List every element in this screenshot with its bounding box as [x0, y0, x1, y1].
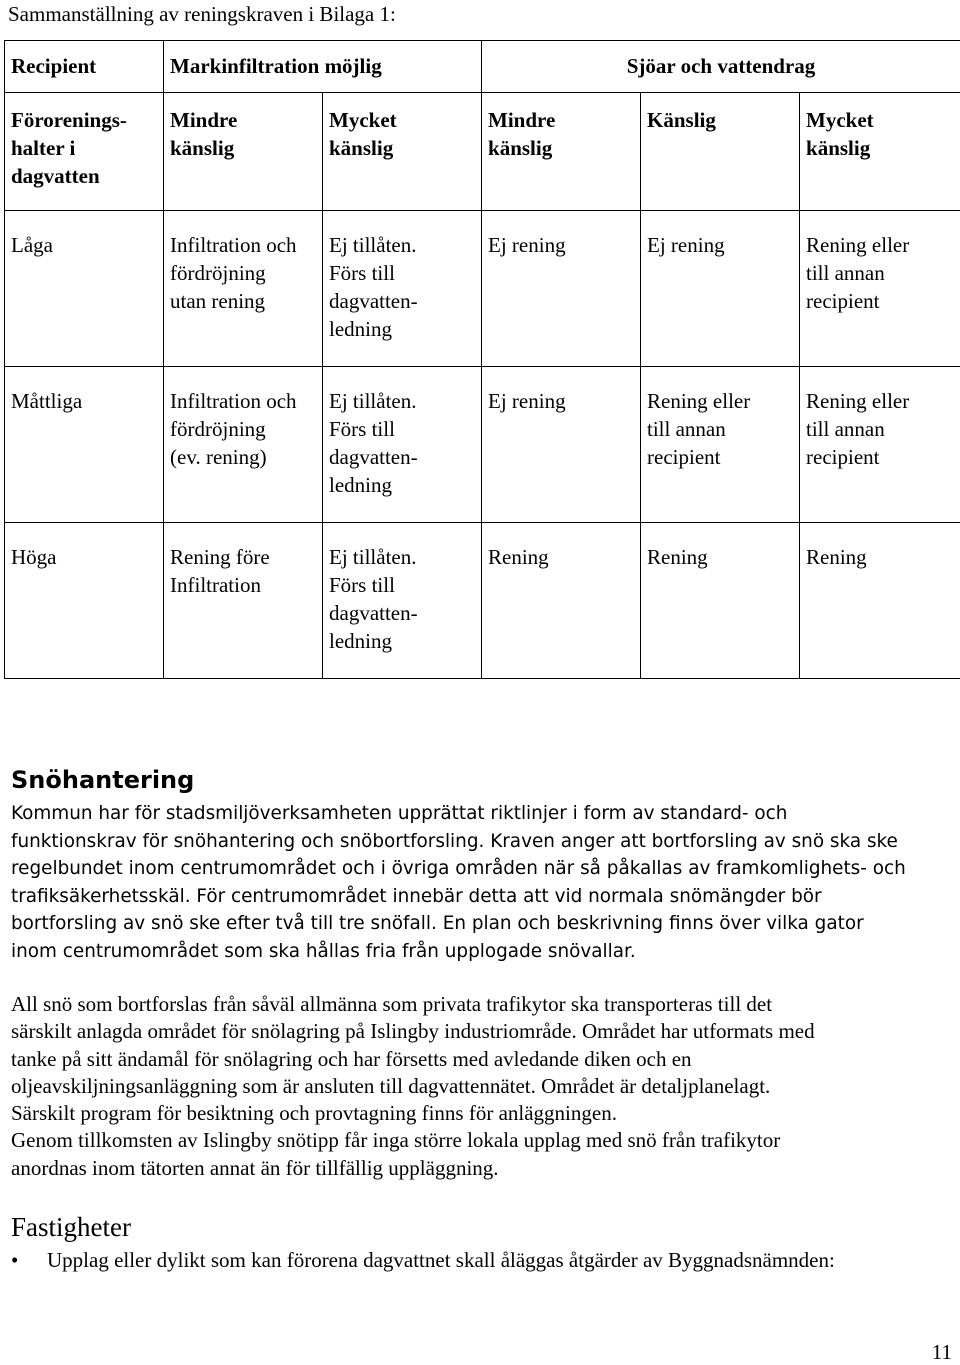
- table-cell: Mindre känslig: [482, 93, 641, 211]
- paragraph-line: Särskilt program för besiktning och provtagning finns för anläggningen.: [11, 1100, 956, 1127]
- page-number: 11: [932, 1340, 952, 1365]
- paragraph-line: bortforsling av snö ske efter två till tre snöfall. En plan och beskrivning finns över vilka gator: [11, 910, 956, 938]
- requirements-table: [4, 40, 960, 679]
- paragraph-line: Genom tillkomsten av Islingby snötipp får inga större lokala upplag med snö från trafikytor: [11, 1127, 956, 1154]
- table-cell: Förorenings- halter i dagvatten: [5, 93, 164, 211]
- paragraph-line: All snö som bortforslas från såväl allmänna som privata trafikytor ska transporteras till det: [11, 991, 956, 1018]
- table-cell: Ej tillåten. Förs till dagvatten- ledning: [323, 211, 482, 367]
- header-markinfiltration: Markinfiltration möjlig: [164, 41, 482, 93]
- paragraph-line: tanke på sitt ändamål för snölagring och har försetts med avledande diken och en: [11, 1046, 956, 1073]
- table-cell: Känslig: [641, 93, 800, 211]
- snow-section-title: Snöhantering: [11, 766, 194, 794]
- table-cell: Ej rening: [482, 211, 641, 367]
- paragraph-line: anordnas inom tätorten annat än för tillfällig uppläggning.: [11, 1155, 956, 1182]
- paragraph-line: oljeavskiljningsanläggning som är ansluten till dagvattennätet. Området är detaljplanelagt.: [11, 1073, 956, 1100]
- paragraph-line: Kommun har för stadsmiljöverksamheten upprättat riktlinjer i form av standard- och: [11, 800, 956, 828]
- paragraph-line: inom centrumområdet som ska hållas fria från upplogade snövallar.: [11, 938, 956, 966]
- table-cell: Infiltration och fördröjning (ev. rening): [164, 367, 323, 523]
- table-row: [5, 523, 960, 679]
- table-cell: Mindre känslig: [164, 93, 323, 211]
- table-cell: Ej tillåten. Förs till dagvatten- ledning: [323, 523, 482, 679]
- paragraph-line: särskilt anlagda området för snölagring på Islingby industriområde. Området har utformats med: [11, 1018, 956, 1045]
- bullet-icon: •: [11, 1245, 47, 1275]
- table-row: [5, 367, 960, 523]
- table-cell: Rening eller till annan recipient: [641, 367, 800, 523]
- table-cell: Måttliga: [5, 367, 164, 523]
- table-subheader-row: [5, 93, 960, 211]
- table-cell: Rening före Infiltration: [164, 523, 323, 679]
- table-header-row: [5, 41, 960, 93]
- bullet-list-item: [11, 1245, 956, 1275]
- paragraph-line: regelbundet inom centrumområdet och i övriga områden när så påkallas av framkomlighets- och: [11, 855, 956, 883]
- table-cell: Ej rening: [641, 211, 800, 367]
- paragraph-line: trafiksäkerhetsskäl. För centrumområdet innebär detta att vid normala snömängder bör: [11, 883, 956, 911]
- table-cell: Höga: [5, 523, 164, 679]
- snow-storage-paragraph: [11, 991, 956, 1182]
- table-row: [5, 211, 960, 367]
- table-cell: Infiltration och fördröjning utan rening: [164, 211, 323, 367]
- snow-paragraph: [11, 800, 956, 965]
- paragraph-line: funktionskrav för snöhantering och snöbortforsling. Kraven anger att bortforsling av snö ska ske: [11, 828, 956, 856]
- header-sjoar: Sjöar och vattendrag: [482, 41, 960, 93]
- intro-text: Sammanställning av reningskraven i Bilaga 1:: [8, 2, 396, 26]
- header-recipient: Recipient: [5, 41, 164, 93]
- bullet-text: Upplag eller dylikt som kan förorena dagvattnet skall åläggas åtgärder av Byggnadsnämnden:: [47, 1248, 835, 1272]
- table-cell: Låga: [5, 211, 164, 367]
- table-cell: Mycket känslig: [800, 93, 960, 211]
- table-cell: Rening eller till annan recipient: [800, 367, 960, 523]
- table-cell: Mycket känslig: [323, 93, 482, 211]
- table-cell: Ej rening: [482, 367, 641, 523]
- table-cell: Ej tillåten. Förs till dagvatten- ledning: [323, 367, 482, 523]
- table-cell: Rening eller till annan recipient: [800, 211, 960, 367]
- fastigheter-section-title: Fastigheter: [11, 1212, 131, 1243]
- table-cell: Rening: [800, 523, 960, 679]
- table-cell: Rening: [641, 523, 800, 679]
- table-cell: Rening: [482, 523, 641, 679]
